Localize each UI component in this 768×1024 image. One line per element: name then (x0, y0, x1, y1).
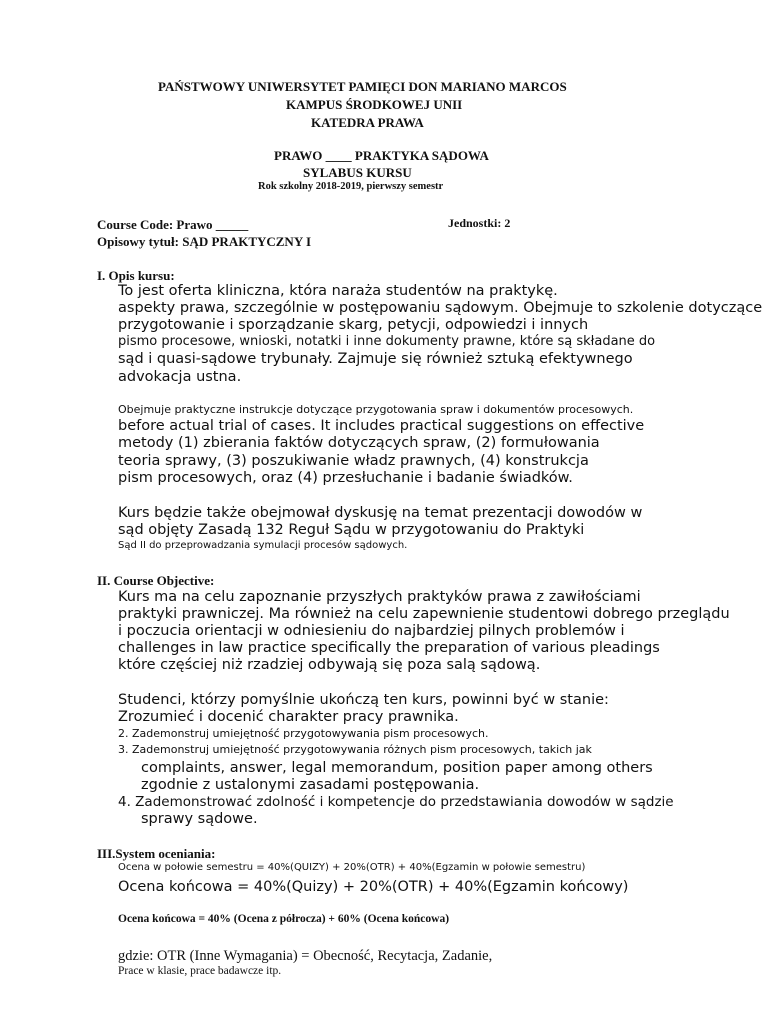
s1-p2-line: teoria sprawy, (3) poszukiwanie władz prawnych, (4) konstrukcja (118, 453, 589, 469)
s1-p1-line: przygotowanie i sporządzanie skarg, petycji, odpowiedzi i innych (118, 317, 589, 333)
s1-p2-line: Obejmuje praktyczne instrukcje dotyczące przygotowania spraw i dokumentów procesowych. (118, 403, 634, 416)
objective-item-4-cont: sprawy sądowe. (141, 811, 258, 827)
campus-name: KAMPUS ŚRODKOWEJ UNII (286, 97, 463, 112)
s1-p1-line: To jest oferta kliniczna, która naraża studentów na praktykę. (118, 283, 558, 299)
university-name: PAŃSTWOWY UNIWERSYTET PAMIĘCI DON MARIANO MARCOS (158, 79, 567, 94)
syllabus-title: SYLABUS KURSU (303, 165, 412, 180)
s2-p1-line: praktyki prawniczej. Ma również na celu zapewnienie studentowi dobrego przeglądu (118, 606, 730, 622)
s1-p3-line: Kurs będzie także obejmował dyskusję na temat prezentacji dowodów w (118, 505, 643, 521)
s2-p1-line: Kurs ma na celu zapoznanie przyszłych praktyków prawa z zawiłościami (118, 589, 641, 605)
s2-p1-line: challenges in law practice specifically the preparation of various pleadings (118, 640, 660, 656)
s1-p3-line: sąd objęty Zasadą 132 Reguł Sądu w przygotowaniu do Praktyki (118, 522, 585, 538)
midterm-grade-formula: Ocena w połowie semestru = 40%(QUIZY) + 20%(OTR) + 40%(Egzamin w połowie semestru) (118, 862, 586, 873)
objective-item-3: 3. Zademonstruj umiejętność przygotowywania różnych pism procesowych, takich jak (118, 743, 592, 756)
s1-p2-line: before actual trial of cases. It includes practical suggestions on effective (118, 418, 645, 434)
units: Jednostki: 2 (448, 216, 511, 230)
s1-p2-line: pism procesowych, oraz (4) przesłuchanie i badanie świadków. (118, 470, 573, 486)
s1-p1-line: advokacja ustna. (118, 369, 242, 385)
s1-p3-line: Sąd II do przeprowadzania symulacji procesów sądowych. (118, 540, 408, 551)
s2-p1-line: i poczucia orientacji w odniesieniu do najbardziej pilnych problemów i (118, 623, 625, 639)
section3-heading: III.System oceniania: (97, 846, 216, 861)
s1-p1-line: pismo procesowe, wnioski, notatki i inne dokumenty prawne, które są składane do (118, 334, 656, 349)
s2-p2-line: Zrozumieć i docenić charakter pracy prawnika. (118, 709, 459, 725)
objective-item-3-cont: zgodnie z ustalonymi zasadami postępowania. (141, 777, 480, 793)
course-code: Course Code: Prawo _____ (97, 217, 249, 232)
objective-item-2: 2. Zademonstruj umiejętność przygotowywania pism procesowych. (118, 727, 489, 740)
descriptive-title: Opisowy tytuł: SĄD PRAKTYCZNY I (97, 234, 312, 249)
course-title: PRAWO ____ PRAKTYKA SĄDOWA (274, 148, 489, 163)
s1-p2-line: metody (1) zbierania faktów dotyczących spraw, (2) formułowania (118, 435, 600, 451)
objective-item-3-cont: complaints, answer, legal memorandum, position paper among others (141, 760, 653, 776)
final-total-formula: Ocena końcowa = 40% (Ocena z półrocza) + 60% (Ocena końcowa) (118, 913, 450, 925)
final-grade-formula: Ocena końcowa = 40%(Quizy) + 20%(OTR) + 40%(Egzamin końcowy) (118, 879, 629, 895)
section1-heading: I. Opis kursu: (97, 268, 175, 283)
school-year: Rok szkolny 2018-2019, pierwszy semestr (258, 181, 444, 192)
section2-heading: II. Course Objective: (97, 573, 215, 588)
otr-definition: gdzie: OTR (Inne Wymagania) = Obecność, Recytacja, Zadanie, (118, 948, 493, 964)
s1-p1-line: aspekty prawa, szczególnie w postępowaniu sądowym. Obejmuje to szkolenie dotyczące (118, 300, 763, 316)
s2-p2-line: Studenci, którzy pomyślnie ukończą ten kurs, powinni być w stanie: (118, 692, 609, 708)
department-name: KATEDRA PRAWA (311, 115, 424, 130)
s1-p1-line: sąd i quasi-sądowe trybunały. Zajmuje się również sztuką efektywnego (118, 351, 633, 367)
objective-item-4: 4. Zademonstrować zdolność i kompetencje do przedstawiania dowodów w sądzie (118, 794, 674, 810)
otr-definition-cont: Prace w klasie, prace badawcze itp. (118, 965, 282, 977)
s2-p1-line: które częściej niż rzadziej odbywają się poza salą sądową. (118, 657, 541, 673)
